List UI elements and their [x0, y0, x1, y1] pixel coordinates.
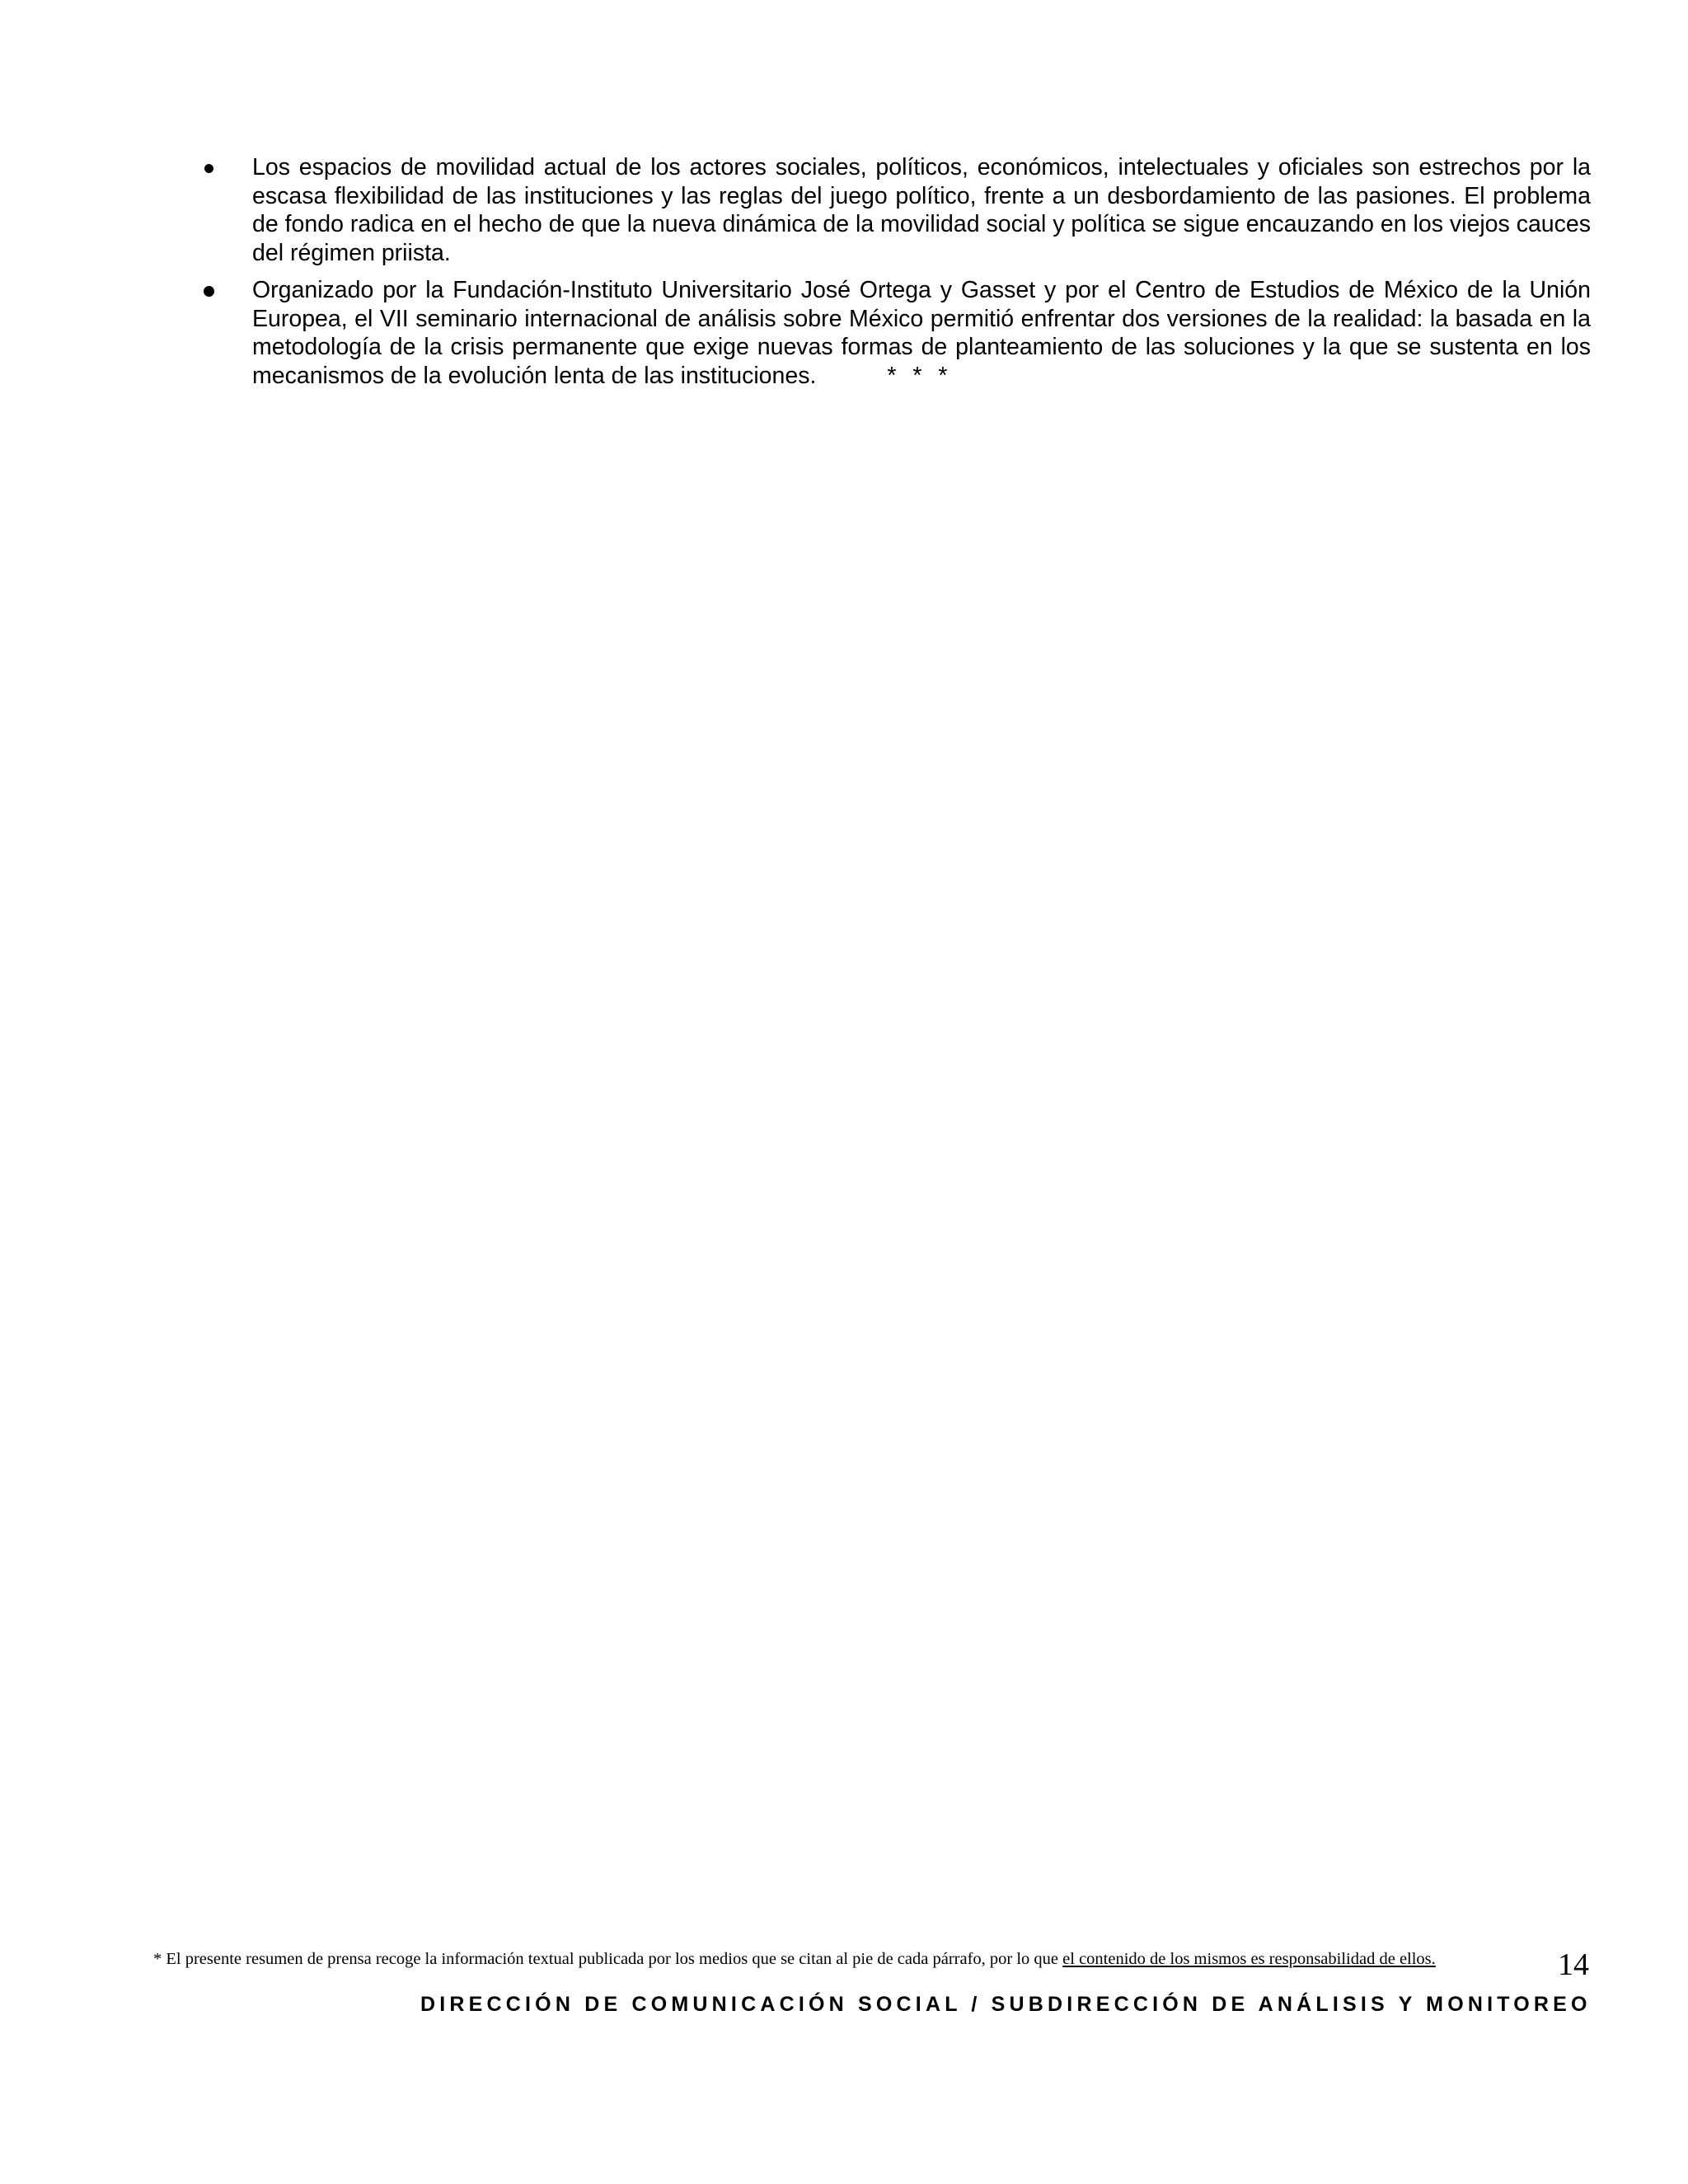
footnote [153, 1948, 1505, 1970]
bullet-text: Los espacios de movilidad actual de los actores sociales, políticos, económicos, intelectuales y oficiales son estrechos por la escasa flexibilidad de las instituciones y las reglas del juego político, frente a un desbordamiento de las pasiones. El problema de fondo radica en el hecho de que la nueva dinámica de la movilidad social y política se sigue encauzando en los viejos cauces del régimen priista. [252, 154, 1591, 266]
bullet-item [203, 153, 1591, 267]
bullet-text: Organizado por la Fundación-Instituto Universitario José Ortega y Gasset y por el Centro de Estudios de México de la Unión Europea, el VII seminario internacional de análisis sobre México permitió enfrentar dos versiones de la realidad: la basada en la metodología de la crisis permanente que exige nuevas formas de planteamiento de las soluciones y la que se sustenta en los mecanismos de la evolución lenta de las instituciones. [252, 277, 1591, 389]
page-number: 14 [1558, 1947, 1589, 1982]
footer-banner: DIRECCIÓN DE COMUNICACIÓN SOCIAL / SUBDIRECCIÓN DE ANÁLISIS Y MONITOREO [420, 1993, 1592, 2016]
bullet-list [203, 153, 1591, 399]
footnote-text: * El presente resumen de prensa recoge la información textual publicada por los medios que se citan al pie de cada párrafo, por lo que [153, 1950, 1063, 1968]
footnote-underlined-text: el contenido de los mismos es responsabilidad de ellos. [1062, 1950, 1436, 1968]
bullet-dot-icon [204, 286, 214, 297]
bullet-item [203, 276, 1591, 390]
bullet-dot-icon [204, 164, 213, 173]
end-marker: * * * [887, 362, 953, 389]
